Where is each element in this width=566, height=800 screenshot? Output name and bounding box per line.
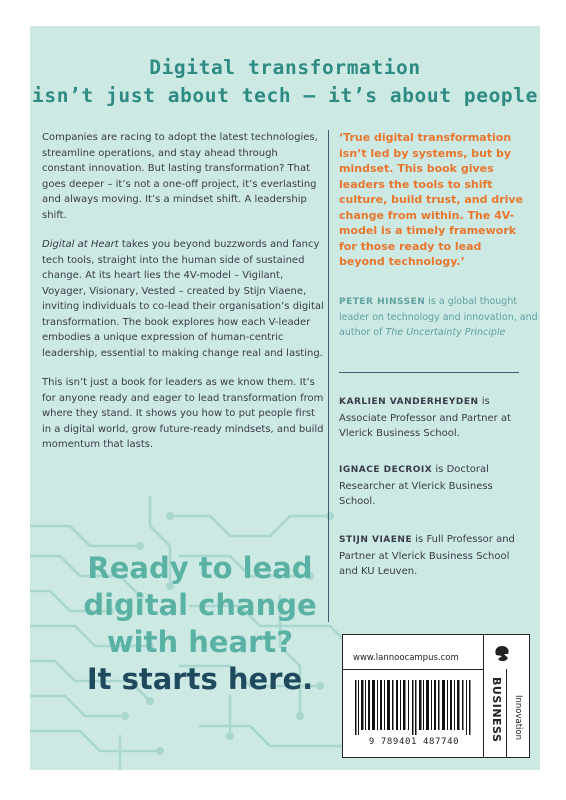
- author-description: is Associate Professor and Partner at Vlerick Business School.: [339, 396, 511, 439]
- lannoo-logo-icon: [493, 645, 511, 663]
- category-label: BUSINESS: [490, 677, 503, 743]
- barcode-panel: [342, 634, 530, 758]
- book-title: Digital at Heart: [42, 239, 119, 250]
- subcategory-label: Innovation: [513, 695, 523, 741]
- headline-line-1: Digital transformation: [149, 56, 421, 79]
- headline: [30, 54, 540, 110]
- author-description: is Full Professor and Partner at Vlerick Business School and KU Leuven.: [339, 534, 515, 577]
- endorser-book: The Uncertainty Principle: [385, 327, 506, 338]
- endorser-bio: is a global thought leader on technology and innovation, and author of: [339, 296, 538, 338]
- tagline-line-2: digital change: [83, 588, 317, 622]
- blurb-paragraph-2-text: takes you beyond buzzwords and fancy tech tools, straight into the human side of sustained change. At its heart lies the 4V-model – Vigilant, Voyager, Visionary, Vested – created by Stijn Viaene, inviting individuals to co-lead their organisation’s digital transformation. The book explores how each V-leader embodies a unique expression of human-centric leadership, essential to making change real and lasting.: [42, 239, 324, 359]
- tagline-line-4: It starts here.: [86, 662, 314, 696]
- barcode-icon: [355, 680, 473, 735]
- column-divider: [328, 130, 329, 622]
- book-back-cover: [30, 26, 540, 770]
- tagline-line-3: with heart?: [106, 625, 294, 659]
- isbn-number: 9 789401 487740: [368, 737, 460, 747]
- endorsement-quote: ‘True digital transformation isn’t led by systems, but by mindset. This book gives leaders the tools to shift culture, build trust, and drive change from within. The 4V-model is a timely framework for those ready to lead beyond technology.’: [339, 131, 524, 268]
- tagline-line-1: Ready to lead: [87, 551, 313, 585]
- author-name: IGNACE DECROIX: [339, 465, 433, 475]
- blurb-paragraph-1: Companies are racing to adopt the latest technologies, streamline operations, and stay ahead through constant innovation. But lasting transformation? That goes deeper – it’s not a one-off project, it’s everlasting and always moving. It’s a mindset shift. A leadership shift.: [42, 132, 318, 221]
- category-column-divider: [506, 669, 507, 757]
- barcode-column-divider: [483, 635, 484, 757]
- author-name: STIJN VIAENE: [339, 535, 413, 545]
- url-divider: [343, 669, 483, 670]
- author-description: is Doctoral Researcher at Vlerick Business School.: [339, 464, 493, 507]
- publisher-url: www.lannoocampus.com: [353, 653, 459, 663]
- author-bio: [339, 394, 529, 442]
- author-bio: [339, 462, 529, 510]
- blurb-paragraph-3: This isn’t just a book for leaders as we know them. It’s for anyone ready and eager to lead transformation from where they stand. It shows you how to put people first in a digital world, grow future-ready mindsets, and build momentum that lasts.: [42, 377, 324, 450]
- author-name: KARLIEN VANDERHEYDEN: [339, 397, 479, 407]
- blurb-paragraph-2: [42, 237, 324, 361]
- tagline: [30, 550, 370, 698]
- endorsement-attribution: [339, 294, 539, 340]
- blurb: [42, 130, 324, 453]
- endorser-name: PETER HINSSEN: [339, 297, 426, 307]
- headline-line-2: isn’t just about tech – it’s about people: [32, 84, 538, 107]
- section-divider: [339, 372, 519, 373]
